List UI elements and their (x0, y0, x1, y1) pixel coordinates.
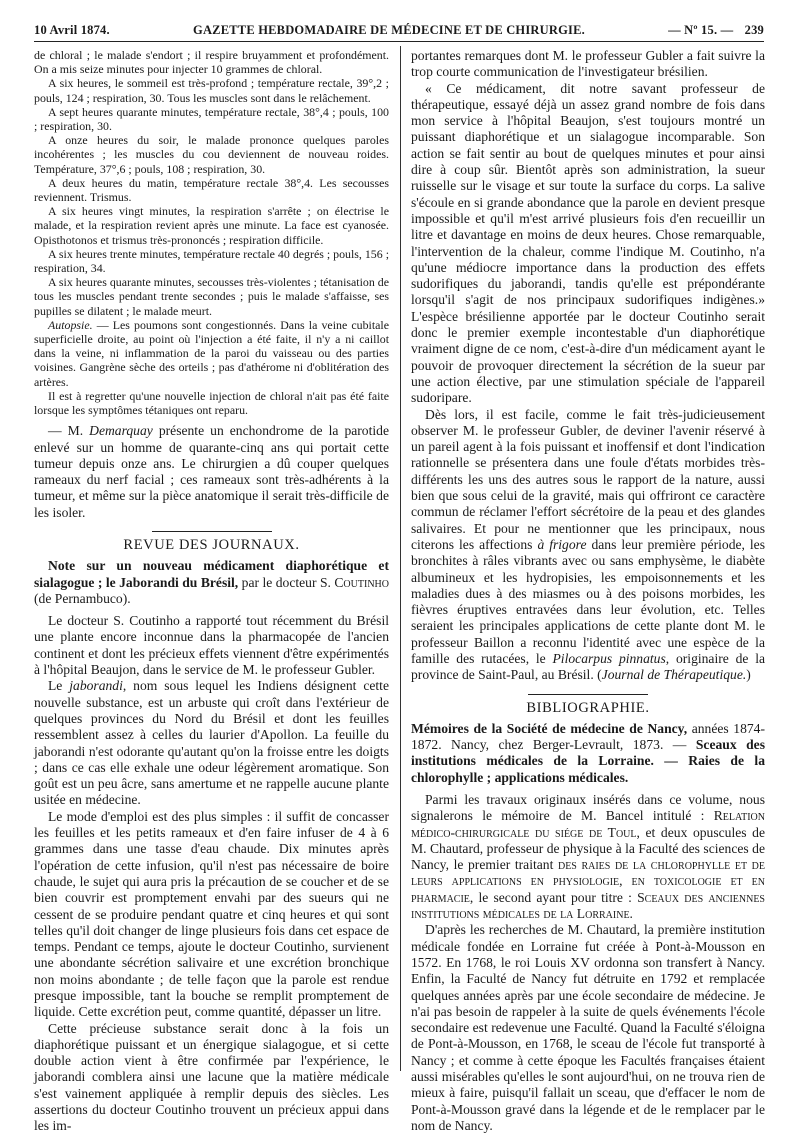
section-title-bibliographie: BIBLIOGRAPHIE. (526, 699, 650, 716)
header-page: 239 (744, 23, 764, 37)
header-title: GAZETTE HEBDOMADAIRE DE MÉDECINE ET DE CHIRURGIE. (193, 23, 585, 37)
des-lors-paragraph: Dès lors, il est facile, comme le fait très-judicieusement observer M. le professeur Gubler, de deviner l'avenir réservé à un pareil agent à la fois puissant et inoffensif et dont l'indication rationnelle se présentera dans une foule d'états morbides très-différents les uns des autres sous le rapport de la nature, aussi bien que sous celui de la gravité, mais qui offriront ce caractère commun de réclamer l'effort sécrétoire de la peau et des glandes salivaires. Et pour ne mentionner que les principaux, nous citerons les affections à frigore dans leur première période, les bronchites à râles vibrants avec ou sans emphysème, le diabète albumineux et les hydropisies, les empoisonnements et les maladies dues à des miasmes ou à des poisons morbides, les fièvres éruptives entravées dans leur évolution, etc. Telles seraient les principales applications de cette plante dont M. le professeur Baillon a reconnu l'identité avec une espèce de la famille des rutacées, le Pilocarpus pinnatus, originaire de la province de Saint-Paul, au Brésil. (Journal de Thérapeutique.) (411, 406, 766, 683)
precieuse-paragraph: Cette précieuse substance serait donc à la fois un diaphorétique puissant et un énergique sialagogue, et si cette double action vient à être confirmée par l'expérience, le jaborandi comblera ainsi une lacune que la matière médicale s'est vainement appliquée à remplir depuis des siècles. Les assertions du docteur Coutinho trouvent un précieux appui dans les im- (34, 1020, 389, 1134)
memoires-heading: Mémoires de la Société de médecine de Nancy, années 1874-1872. Nancy, chez Berger-Levrault, 1873. — Sceaux des institutions médicales de la Lorraine. — Raies de la chlorophylle ; applications médicales. (411, 720, 765, 785)
case-paragraph: A six heures trente minutes, température rectale 40 degrés ; pouls, 156 ; respiration, 34. (34, 246, 389, 276)
section-title-revue: REVUE DES JOURNAUX. (123, 537, 300, 554)
section-rule (152, 531, 272, 532)
parmi-paragraph: Parmi les travaux originaux insérés dans ce volume, nous signalerons le mémoire de M. Bancel intitulé : Relation médico-chirurgicale du siége de Toul, et deux opuscules de M. Chautard, professeur de physique à la Faculté des sciences de Nancy, le premier traitant des raies de la chlorophylle et de leurs applications en physiologie, en toxicologie et en pharmacie, le second ayant pour titre : Sceaux des anciennes institutions médicales de la Lorraine. (411, 791, 766, 922)
coutinho-paragraph: Le docteur S. Coutinho a rapporté tout récemment du Brésil une plante encore inconnue dans la pharmacopée de l'ancien continent et dont les précieux effets viennent d'être expérimentés à l'hôpital Beaujon, dans le service de M. le professeur Gubler. (34, 613, 389, 678)
case-paragraph: A deux heures du matin, température rectale 38°,4. Les secousses reviennent. Trismus. (34, 175, 389, 205)
continuation-paragraph: portantes remarques dont M. le professeur Gubler a fait suivre la trop courte communication de l'investigateur brésilien. (411, 48, 765, 80)
demarquay-name: Demarquay (89, 423, 153, 439)
dapres-paragraph: D'après les recherches de M. Chautard, la première institution médicale fondée en Lorraine fut créée à Pont-à-Mousson en 1572. En 1768, le roi Louis XV ordonna son transfert à Nancy. Enfin, la Faculté de Nancy fut détruite en 1792 et remplacée quelques années après par une école secondaire de médecine. Je n'ai pas besoin de rappeler à la suite de quels événements l'école secondaire est redevenue une Faculté. Quand la Faculté s'éloigna de Pont-à-Mousson, en 1768, le sceau de l'école fut transporté à Nancy ; et comme à cette époque les Facultés françaises étaient aussi misérables qu'elles le sont aujourd'hui, on ne trouva rien de mieux à faire, puisqu'il fallait un sceau, que d'effacer le nom de Pont-à-Mousson gravé dans la légende et de le remplacer par le nom de Nancy. (411, 922, 765, 1133)
page-header (34, 20, 764, 42)
quote-paragraph: « Ce médicament, dit notre savant professeur de thérapeutique, essayé déjà un assez grand nombre de fois dans mon service à l'hôpital Beaujon, s'est toujours montré un puissant diaphorétique et un sialagogue incomparable. Son action se fait sentir au bout de quelques minutes et pour ainsi dire à coup sûr. Bientôt après son administration, la sueur ruisselle sur le visage et sur toute la surface du corps. La salive s'écoule en si grande abondance que la parole en devient presque impossible et qu'il m'est arrivé plusieurs fois d'en recueillir un litre et davantage en moins de deux heures. Chose remarquable, l'intervention de la chaleur, comme l'indique M. Coutinho, n'a qu'une médiocre importance dans la production des effets sudorifiques du jaborandi, tandis qu'elle est prépondérante lorsqu'il s'agit de nos principaux sudorifiques indigènes.» L'espèce brésilienne apportée par le docteur Coutinho serait donc le premier exemple incontestable d'un diaphorétique vraiment digne de ce nom, c'est-à-dire d'un médicament ayant le pouvoir de provoquer directement la sécrétion de la sueur par une action élective, par une stimulation spéciale de l'appareil sudoripare. (411, 80, 765, 406)
section-rule (528, 694, 648, 695)
case-paragraph: A sept heures quarante minutes, température rectale, 38°,4 ; pouls, 100 ; respiration, 30. (34, 104, 389, 134)
case-paragraph: A onze heures du soir, le malade prononce quelques paroles incohérentes ; les muscles du cou deviennent de nouveau roides. Température, 37°,6 ; pouls, 108 ; respiration, 30. (34, 133, 389, 176)
header-number-page (668, 23, 764, 38)
case-paragraph: de chloral ; le malade s'endort ; il respire bruyamment et profondément. On a mis seize minutes pour injecter 10 grammes de chloral. (34, 48, 389, 77)
autopsie-label: Autopsie. (48, 317, 93, 332)
right-column (411, 48, 766, 1133)
case-paragraph: A six heures quarante minutes, secousses très-violentes ; tétanisation de tous les muscles pendant trente secondes ; puis le malade s'affaisse, ses pupilles se dilatent ; le malade meurt. (34, 275, 389, 318)
mode-paragraph: Le mode d'emploi est des plus simples : il suffit de concasser les feuilles et les petits rameaux et d'en faire infuser de 4 à 6 grammes dans une tasse d'eau chaude. Dix minutes après l'opération de cette infusion, qu'il n'est pas nécessaire de boire chaude, le sujet qui aura pris la précaution de se coucher et de se bien couvrir est promptement envahi par des sueurs qui ne cessent de se produire pendant quatre et cinq heures et qui sont telles qu'il doit changer de linge plusieurs fois dans cet espace de temps. Pendant ce temps, ajoute le docteur Coutinho, survienent une abondante sécrétion salivaire et une excrétion bronchique non moins abondante ; de telle façon que la parole est rendue presque impossible, tant la bouche se remplit promptement de liquide. Cette excrétion peut, comme quantité, dépasser un litre. (34, 808, 389, 1020)
demarquay-paragraph: — M. Demarquay présente un enchondrome de la parotide enlevé sur un homme de quarante-cinq ans qui portait cette tumeur depuis onze ans. Le chirurgien a dû couper quelques rameaux du nerf facial ; ces rameaux sont très-adhérents à la tumeur, et même sur la pièce anatomique il serait très-difficile de les isoler. (34, 423, 389, 520)
header-date: 10 Avril 1874. (34, 23, 110, 37)
autopsie-text: — Les poumons sont congestionnés. Dans la veine cubitale superficielle droite, au point où l'injection a été faite, il n'y a ni caillot dans la veine, ni inflammation de la paroi du vaisseau ou des parties voisines. Gangrène sèche des orteils ; pas d'athérome ni d'oblitération des artères. (34, 317, 389, 389)
autopsie-paragraph (34, 318, 389, 389)
header-number: — Nº 15. — (668, 23, 734, 37)
case-paragraph: A six heures vingt minutes, la respiration s'arrête ; on électrise le malade, et la respiration revient après une minute. La face est cyanosée. Opisthotonos et trismus très-prononcés ; respiration difficile. (34, 204, 389, 247)
column-divider (400, 46, 401, 1071)
jaborandi-paragraph: Le jaborandi, nom sous lequel les Indiens désignent cette nouvelle substance, est un arbuste qui croît dans l'extérieur de quelques provinces du Nord du Brésil et dont les feuilles ressemblent assez à celles du laurier d'Apollon. La feuille du jaborandi n'est odorante qu'autant qu'on la froisse entre les doigts ; dans ce cas elle exhale une odeur légèrement aromatique. Son goût est un peu âcre, sans amertume et ne rappelle aucune plante usitée en médecine. (34, 678, 389, 808)
left-column (34, 48, 389, 1134)
regret-paragraph: Il est à regretter qu'une nouvelle injection de chloral n'ait pas été faite lorsque les symptômes tétaniques ont reparu. (34, 388, 389, 418)
note-heading: Note sur un nouveau médicament diaphorétique et sialagogue ; le Jaborandi du Brésil, par le docteur S. Coutinho (de Pernambuco). (34, 558, 389, 606)
case-paragraph: A six heures, le sommeil est très-profond ; température rectale, 39°,2 ; pouls, 124 ; respiration, 30. Tous les muscles sont dans le relâchement. (34, 76, 389, 105)
